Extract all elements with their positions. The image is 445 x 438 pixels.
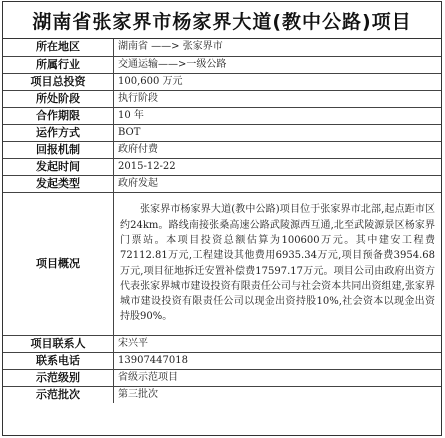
row-demo-level [3,369,441,386]
row-term [3,107,441,124]
launch-date-label: 发起时间 [3,158,114,175]
demo-batch-value: 第三批次 [114,386,442,403]
return-mechanism-label: 回报机制 [3,141,114,158]
row-industry [3,56,441,73]
demo-level-value: 省级示范项目 [114,369,442,386]
row-phone [3,352,441,369]
region-value: 湖南省 ——> 张家界市 [114,39,442,56]
demo-level-label: 示范级别 [3,369,114,386]
project-info-table [2,1,442,436]
row-contact [3,335,441,352]
row-investment [3,73,441,90]
row-launch-date [3,158,441,175]
overview-text: 张家界市杨家界大道(教中公路)项目位于张家界市北部,起点距市区约24km。路线南接张桑高速公路武陵源西互通,北至武陵源景区杨家界门票站。本项目投资总额估算为100600万元。其中建安工程费72112.81万元,工程建设其他费用6935.34万元,项目预备费3954.68万元,项目征地拆迁安置补偿费17597.17万元。项目公司由政府出资方代表张家界城市建设投资有限责任公司与社会资本共同出资组建,张家界城市建设投资有限责任公司以现金出资持股10%,社会资本以现金出资持股90%。 [114,192,442,335]
contact-value: 宋兴平 [114,335,442,352]
contact-label: 项目联系人 [3,335,114,352]
page-title: 湖南省张家界市杨家界大道(教中公路)项目 [3,2,441,39]
investment-label: 项目总投资 [3,73,114,90]
operation-mode-value: BOT [114,124,442,141]
project-details [3,39,441,403]
row-overview [3,192,441,335]
row-stage [3,90,441,107]
row-launch-type [3,175,441,192]
phone-label: 联系电话 [3,352,114,369]
term-label: 合作期限 [3,107,114,124]
launch-type-label: 发起类型 [3,175,114,192]
stage-value: 执行阶段 [114,90,442,107]
region-label: 所在地区 [36,40,80,54]
row-region [3,39,441,56]
launch-type-value: 政府发起 [114,175,442,192]
row-demo-batch [3,386,441,403]
overview-label: 项目概况 [3,192,114,335]
term-value: 10 年 [114,107,442,124]
launch-date-value: 2015-12-22 [114,158,442,175]
investment-value: 100,600 万元 [114,73,442,90]
row-return-mechanism [3,141,441,158]
phone-value: 13907447018 [114,352,442,369]
stage-label: 所处阶段 [3,90,114,107]
demo-batch-label: 示范批次 [3,386,114,403]
operation-mode-label: 运作方式 [3,124,114,141]
industry-value: 交通运输——>一级公路 [114,56,442,73]
return-mechanism-value: 政府付费 [114,141,442,158]
industry-label: 所属行业 [3,56,114,73]
row-operation-mode [3,124,441,141]
